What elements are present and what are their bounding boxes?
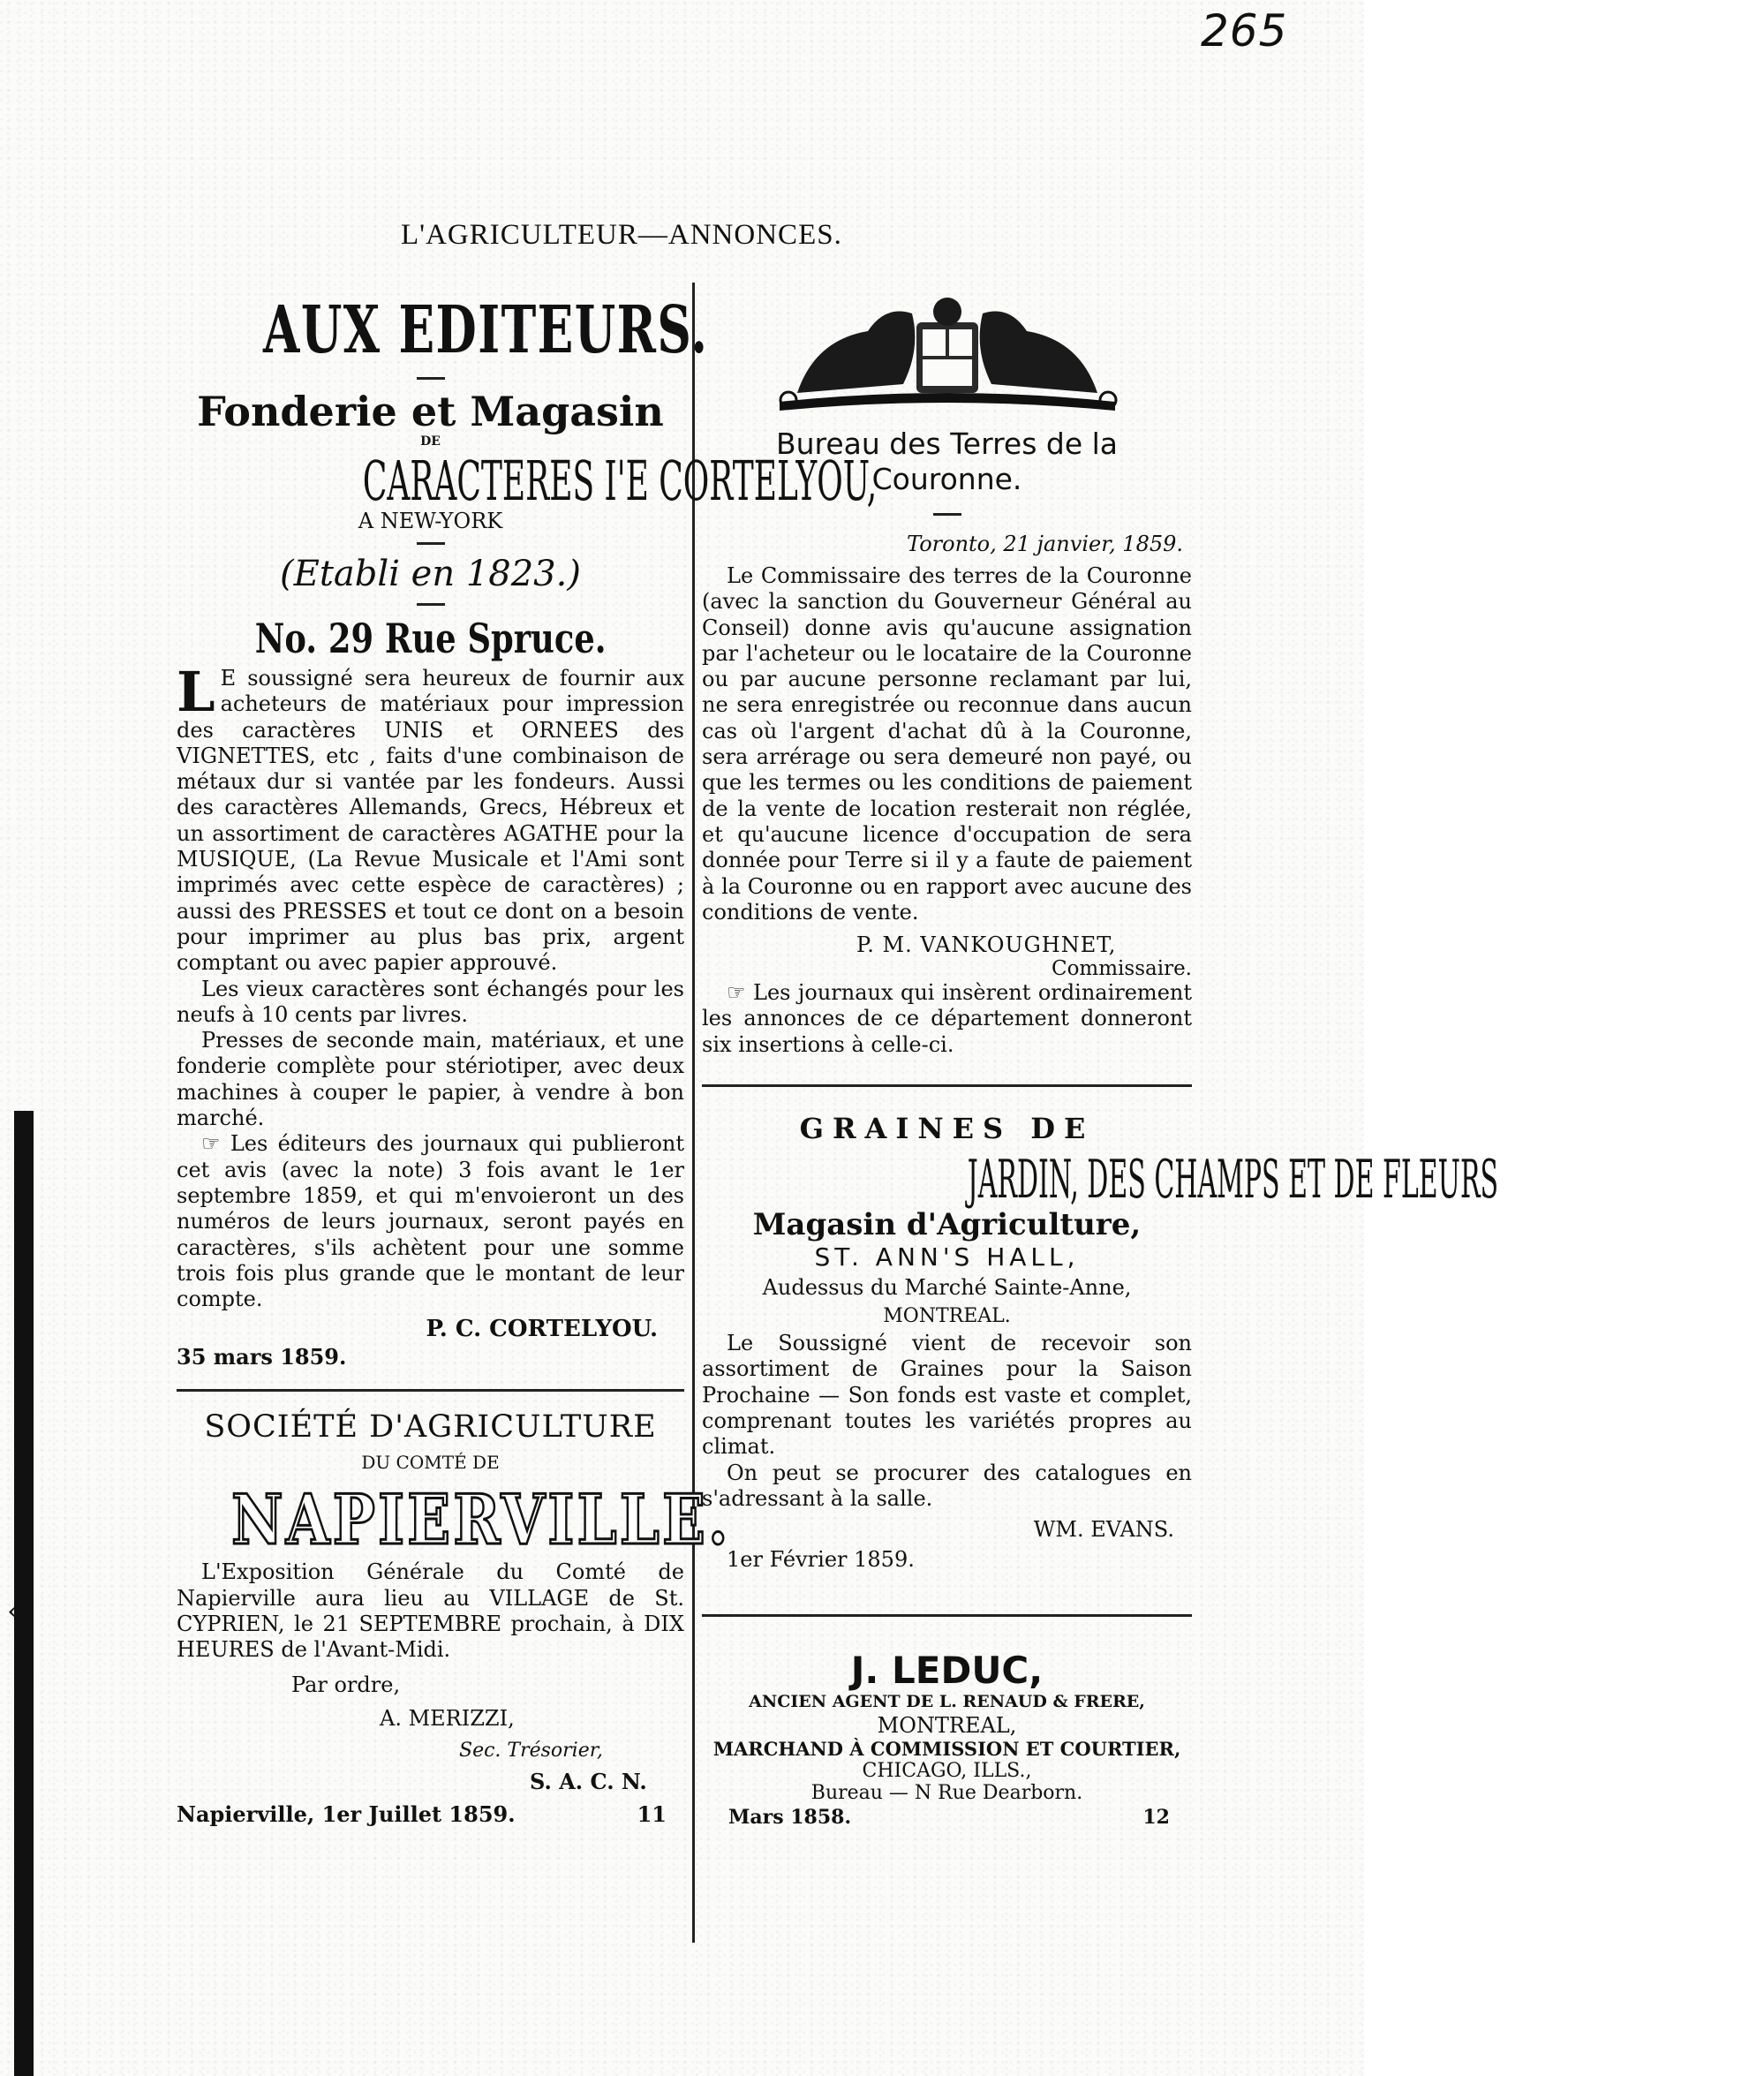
section-rule bbox=[702, 1084, 1192, 1087]
section-rule bbox=[702, 1614, 1192, 1617]
seeds-subtitle: JARDIN, DES CHAMPS ET DE FLEURS bbox=[967, 1149, 1499, 1212]
crown-lands-note: ☞ Les journaux qui insèrent ordinairement les annonces de ce département donneront six insertions à celle-ci. bbox=[702, 980, 1192, 1057]
cortelyou-signature: P. C. CORTELYOU. bbox=[426, 1316, 658, 1343]
society-ad-ref: 11 bbox=[637, 1800, 667, 1827]
society-body: L'Exposition Générale du Comté de Napierville aura lieu au VILLAGE de St. CYPRIEN, le 21 SEPTEMBRE prochain, à DIX HEURES de l'Avant-Midi. bbox=[177, 1559, 684, 1663]
crown-lands-role: Commissaire. bbox=[1051, 957, 1192, 981]
society-org: S. A. C. N. bbox=[530, 1768, 647, 1794]
seeds-catalog: On peut se procurer des catalogues en s'adressant à la salle. bbox=[702, 1460, 1192, 1511]
society-role: Sec. Trésorier, bbox=[459, 1739, 603, 1762]
seeds-store: Magasin d'Agriculture, bbox=[752, 1207, 1142, 1243]
society-signer: A. MERIZZI, bbox=[380, 1705, 515, 1731]
leduc-office: Bureau — N Rue Dearborn. bbox=[810, 1782, 1083, 1805]
crown-lands-body: Le Commissaire des terres de la Couronne (avec la sanction du Gouverneur Général au Conseil) donne avis qu'aucune assignation par l'acheteur ou le locataire de la Couronne ou par aucune personne reclamant par lui, ne sera enregistrée ou reconnue dans aucun cas où l'argent d'achat dû à la Couronne, sera arrérage ou sera demeuré non payé, ou que les termes ou les conditions de paiement de la vente de location resterait non réglée, et qu'aucune licence d'occupation de sera donnée pour Terre si il y a faute de paiement à la Couronne ou en rapport avec aucune des conditions de vente. bbox=[702, 563, 1192, 925]
foundry-address: No. 29 Rue Spruce. bbox=[254, 615, 607, 662]
handwritten-page-number: 265 bbox=[1201, 5, 1288, 57]
pointing-hand-icon: ☞ bbox=[727, 980, 753, 1006]
society-dateline: Napierville, 1er Juillet 1859. bbox=[177, 1800, 516, 1827]
dropcap: L bbox=[177, 660, 215, 724]
foundry-name: CARACTERES I'E CORTELYOU, bbox=[362, 449, 878, 513]
foundry-subtitle: Fonderie et Magasin bbox=[197, 388, 664, 435]
leduc-ad-ref: 12 bbox=[1142, 1806, 1170, 1830]
seeds-hall: ST. ANN'S HALL, bbox=[814, 1242, 1080, 1272]
seeds-city: MONTREAL. bbox=[883, 1305, 1011, 1328]
margin-mark: ‹ bbox=[7, 1594, 19, 1627]
right-column bbox=[702, 287, 1499, 1830]
established-line: (Etabli en 1823.) bbox=[280, 554, 581, 594]
leduc-trade: MARCHAND À COMMISSION ET COURTIER, bbox=[712, 1738, 1181, 1761]
foundry-city: A NEW-YORK bbox=[358, 509, 503, 533]
par-ordre: Par ordre, bbox=[291, 1672, 401, 1697]
paragraph: ☞ Les éditeurs des journaux qui publieront cet avis (avec la note) 3 fois avant le 1er septembre 1859, et qui m'envoieront un des numéros de leurs journaux, seront payés en caractères, s'ils achètent pour une somme trois fois plus grande que le montant de leur compte. bbox=[177, 1131, 684, 1312]
foundry-ad-body bbox=[177, 660, 684, 1312]
seeds-location: Audessus du Marché Sainte-Anne, bbox=[762, 1275, 1132, 1301]
napierville-title: NAPIERVILLE. bbox=[231, 1480, 731, 1561]
leduc-city-2: CHICAGO, ILLS., bbox=[862, 1760, 1032, 1783]
column-divider bbox=[692, 283, 695, 1943]
page-header: L'AGRICULTEUR—ANNONCES. bbox=[401, 219, 842, 251]
leduc-former-role: ANCIEN AGENT DE L. RENAUD & FRERE, bbox=[749, 1692, 1145, 1712]
de-label: DE bbox=[420, 434, 441, 449]
royal-coat-of-arms-icon bbox=[762, 287, 1133, 419]
leduc-date: Mars 1858. bbox=[728, 1806, 852, 1830]
ad-title-editeurs: AUX EDITEURS. bbox=[263, 292, 709, 368]
leduc-name: J. LEDUC, bbox=[850, 1649, 1044, 1693]
society-title: SOCIÉTÉ D'AGRICULTURE bbox=[204, 1409, 657, 1446]
crown-lands-signer: P. M. VANKOUGHNET, bbox=[856, 932, 1117, 958]
paragraph: L E soussigné sera heureux de fournir aux acheteurs de matériaux pour impression des caractères UNIS et ORNEES des VIGNETTES, etc , faits d'une combinaison de métaux dur si vantée par les fondeurs. Aussi des caractères Allemands, Grecs, Hébreux et un assortiment de caractères AGATHE pour la MUSIQUE, (La Revue Musicale et l'Ami sont imprimés avec cette espèce de caractères) ; aussi des PRESSES et tout ce dont on a besoin pour imprimer au plus bas prix, argent comptant ou avec papier approuvé. bbox=[177, 660, 684, 976]
leduc-city-1: MONTREAL, bbox=[877, 1713, 1017, 1739]
foundry-ad-date: 35 mars 1859. bbox=[177, 1344, 347, 1370]
crown-lands-date: Toronto, 21 janvier, 1859. bbox=[907, 532, 1183, 556]
crown-lands-title: Bureau des Terres de la Couronne. bbox=[775, 427, 1119, 496]
seeds-body: Le Soussigné vient de recevoir son assortiment de Graines pour la Saison Prochaine — Son fonds est vaste et complet, comprenant toutes les variétés propres au climat. bbox=[702, 1331, 1192, 1460]
pointing-hand-icon: ☞ bbox=[201, 1131, 230, 1157]
seeds-date: 1er Février 1859. bbox=[727, 1547, 915, 1573]
paragraph: Presses de seconde main, matériaux, et une fonderie complète pour stériotiper, avec deux machines à couper le papier, à vendre à bon marché. bbox=[177, 1028, 684, 1131]
seeds-title: GRAINES DE bbox=[799, 1112, 1095, 1146]
seeds-signer: WM. EVANS. bbox=[1033, 1517, 1174, 1543]
society-du-comte: DU COMTÉ DE bbox=[361, 1452, 500, 1474]
paragraph: Les vieux caractères sont échangés pour les neufs à 10 cents par livres. bbox=[177, 976, 684, 1027]
section-rule bbox=[177, 1389, 684, 1392]
